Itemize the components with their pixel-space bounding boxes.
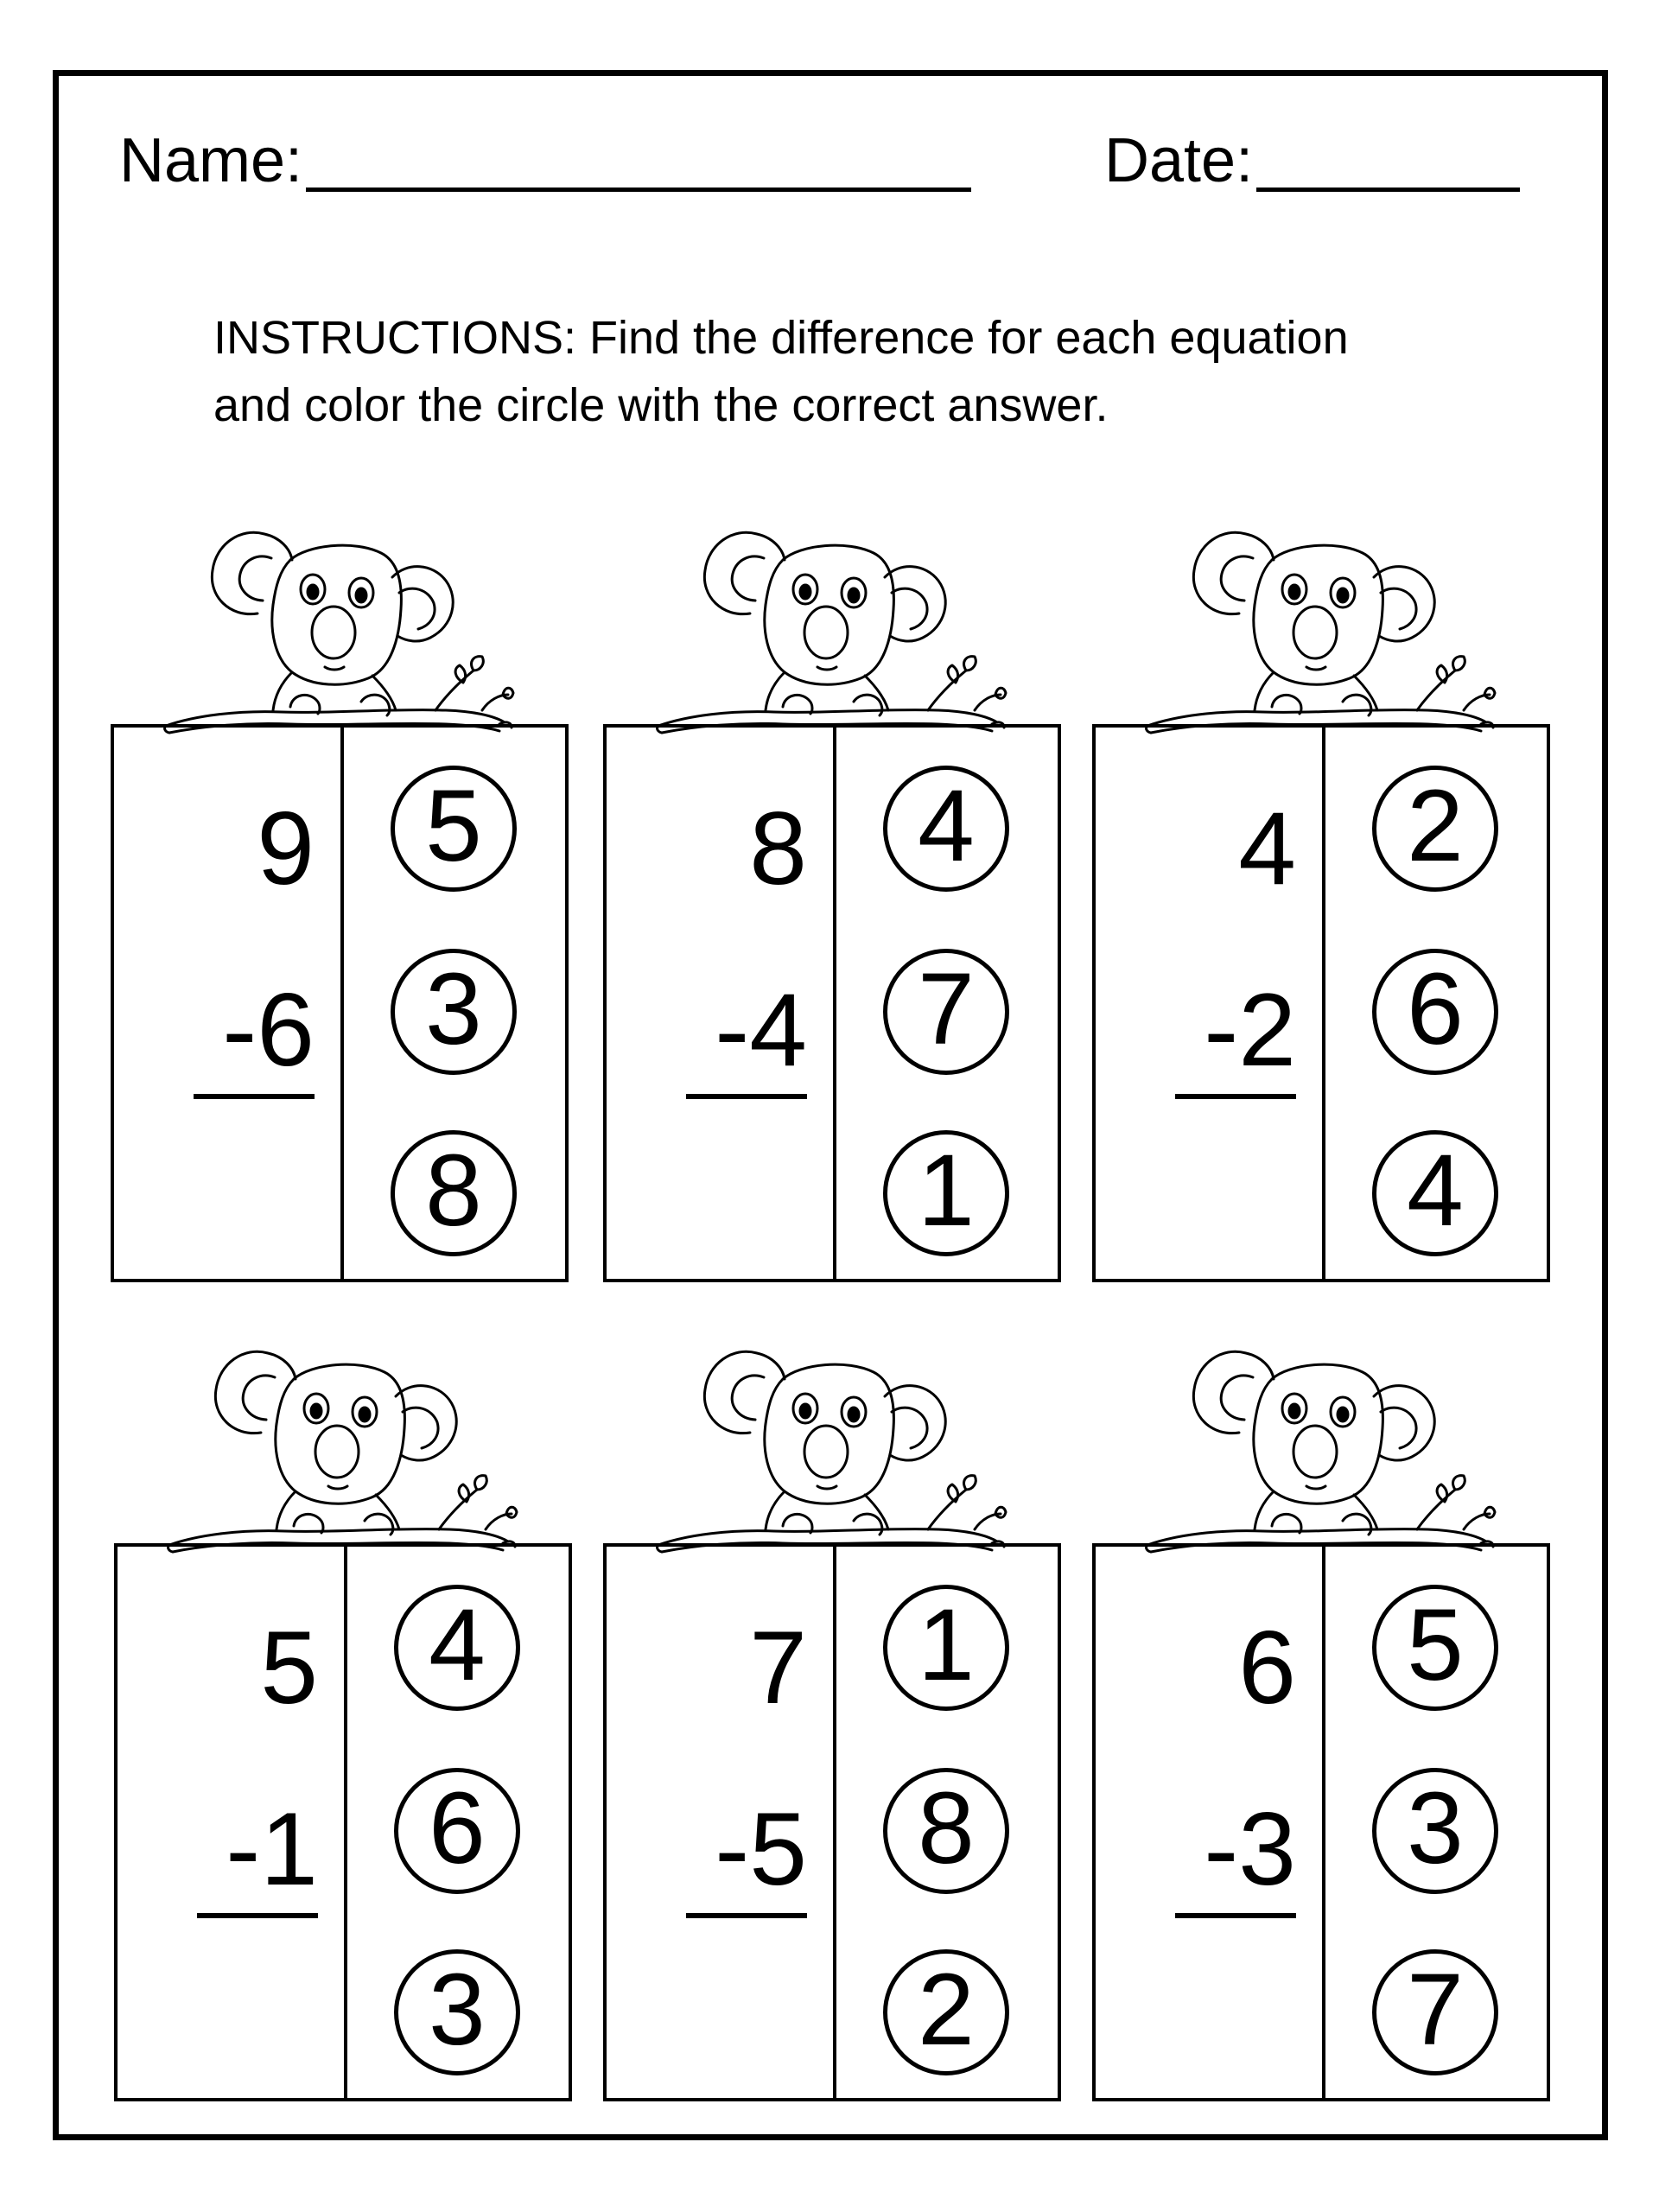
instructions-line-2: and color the circle with the correct answer. — [213, 379, 1109, 431]
equation — [607, 1547, 836, 2098]
answer-circle[interactable]: 6 — [394, 1768, 520, 1894]
minuend: 7 — [749, 1610, 807, 1726]
name-blank-line[interactable] — [306, 137, 971, 192]
equation — [118, 1547, 347, 2098]
answer-choices — [836, 1547, 1058, 2098]
problem-box — [1092, 724, 1550, 1282]
answer-circle[interactable]: 1 — [883, 1585, 1009, 1711]
answer-circle[interactable]: 6 — [1372, 949, 1498, 1075]
subtrahend: -1 — [197, 1797, 318, 1918]
answer-circle[interactable]: 1 — [883, 1130, 1009, 1256]
minuend: 5 — [260, 1610, 318, 1726]
answer-circle[interactable]: 5 — [1372, 1585, 1498, 1711]
answer-circle[interactable]: 4 — [1372, 1130, 1498, 1256]
equation — [607, 728, 836, 1279]
problem-box — [603, 724, 1061, 1282]
minuend: 9 — [257, 791, 315, 906]
koala-on-branch-icon — [164, 1329, 518, 1554]
answer-circle[interactable]: 4 — [394, 1585, 520, 1711]
minuend: 6 — [1238, 1610, 1296, 1726]
koala-on-branch-icon — [161, 510, 515, 734]
equation — [1096, 728, 1325, 1279]
answer-circle[interactable]: 7 — [883, 949, 1009, 1075]
koala-on-branch-icon — [1142, 510, 1497, 734]
worksheet-header — [119, 126, 1536, 225]
koala-on-branch-icon — [653, 1329, 1007, 1554]
answer-choices — [1325, 1547, 1547, 2098]
answer-circle[interactable]: 8 — [391, 1130, 517, 1256]
name-label: Name: — [119, 126, 303, 195]
instructions-line-1: INSTRUCTIONS: Find the difference for each equation — [213, 312, 1349, 364]
answer-circle[interactable]: 3 — [1372, 1768, 1498, 1894]
answer-circle[interactable]: 4 — [883, 766, 1009, 892]
problem-box — [1092, 1543, 1550, 2101]
equation — [1096, 1547, 1325, 2098]
answer-circle[interactable]: 7 — [1372, 1949, 1498, 2075]
answer-circle[interactable]: 3 — [394, 1949, 520, 2075]
answer-choices — [836, 728, 1058, 1279]
answer-circle[interactable]: 8 — [883, 1768, 1009, 1894]
date-blank-line[interactable] — [1256, 137, 1520, 192]
equation — [114, 728, 344, 1279]
date-field[interactable] — [1104, 126, 1520, 195]
answer-choices — [1325, 728, 1547, 1279]
answer-circle[interactable]: 3 — [391, 949, 517, 1075]
subtrahend: -5 — [686, 1797, 807, 1918]
subtrahend: -2 — [1175, 978, 1296, 1099]
minuend: 4 — [1238, 791, 1296, 906]
koala-on-branch-icon — [1142, 1329, 1497, 1554]
koala-on-branch-icon — [653, 510, 1007, 734]
answer-circle[interactable]: 2 — [883, 1949, 1009, 2075]
instructions — [213, 304, 1466, 439]
name-field[interactable] — [119, 126, 971, 195]
minuend: 8 — [749, 791, 807, 906]
problem-box — [114, 1543, 572, 2101]
problem-box — [603, 1543, 1061, 2101]
answer-choices — [347, 1547, 569, 2098]
answer-choices — [344, 728, 565, 1279]
problem-box — [111, 724, 569, 1282]
subtrahend: -4 — [686, 978, 807, 1099]
answer-circle[interactable]: 2 — [1372, 766, 1498, 892]
subtrahend: -6 — [194, 978, 315, 1099]
date-label: Date: — [1104, 126, 1254, 195]
subtrahend: -3 — [1175, 1797, 1296, 1918]
answer-circle[interactable]: 5 — [391, 766, 517, 892]
